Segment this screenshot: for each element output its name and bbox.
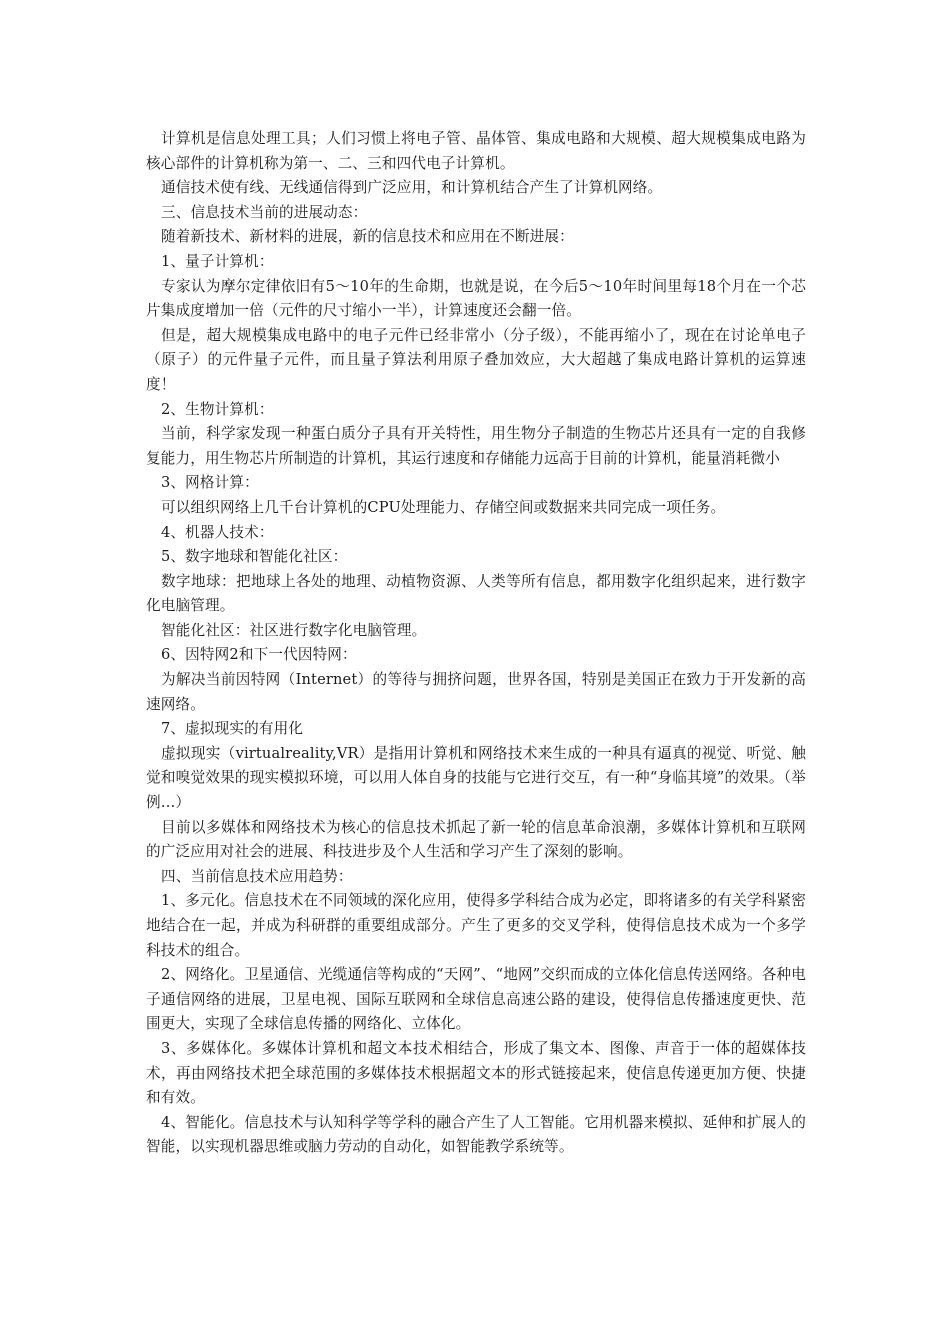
paragraph: 可以组织网络上几千台计算机的CPU处理能力、存储空间或数据来共同完成一项任务。 [161,498,726,516]
paragraph: 但是，超大规模集成电路中的电子元件已经非常小（分子级），不能再缩小了，现在在讨论单电子（原子）的元件量子元件，而且量子算法利用原子叠加效应，大大超越了集成电路计算机的运算速度！ [146,326,806,393]
paragraph: 3、多媒体化。多媒体计算机和超文本技术相结合，形成了集文本、图像、声音于一体的超媒体技术，再由网络技术把全球范围的多媒体技术根据超文本的形式链接起来，使信息传递更加方便、快捷和有效。 [146,1039,806,1107]
subsection-heading: 4、机器人技术： [161,523,274,541]
document-body [146,127,806,1160]
paragraph: 当前，科学家发现一种蛋白质分子具有开关特性，用生物分子制造的生物芯片还具有一定的自我修复能力，用生物芯片所制造的计算机，其运行速度和存储能力远高于目前的计算机，能量消耗微小 [146,425,806,467]
subsection-heading: 6、因特网2和下一代因特网： [161,646,357,664]
subsection-heading: 5、数字地球和智能化社区： [161,548,348,566]
paragraph: 为解决当前因特网（Internet）的等待与拥挤问题，世界各国，特别是美国正在致力于开发新的高速网络。 [146,671,806,713]
paragraph: 智能化社区：社区进行数字化电脑管理。 [161,621,427,639]
subsection-heading: 1、量子计算机： [161,252,274,270]
paragraph: 数字地球：把地球上各处的地理、动植物资源、人类等所有信息，都用数字化组织起来，进行数字化电脑管理。 [146,572,806,615]
paragraph: 2、网络化。卫星通信、光缆通信等构成的“天网”、“地网”交织而成的立体化信息传送网络。各种电子通信网络的进展，卫星电视、国际互联网和全球信息高速公路的建设，使得信息传播速度更快、范围更大，实现了全球信息传播的网络化、立体化。 [146,966,806,1033]
subsection-heading: 7、虚拟现实的有用化 [161,720,304,738]
paragraph: 目前以多媒体和网络技术为核心的信息技术抓起了新一轮的信息革命浪潮，多媒体计算机和互联网的广泛应用对社会的进展、科技进步及个人生活和学习产生了深刻的影响。 [146,818,806,861]
subsection-heading: 3、网格计算： [161,474,259,492]
paragraph: 专家认为摩尔定律依旧有5～10年的生命期，也就是说，在今后5～10年时间里每18个月在一个芯片集成度增加一倍（元件的尺寸缩小一半），计算速度还会翻一倍。 [146,277,806,320]
paragraph: 虚拟现实（virtualreality,VR）是指用计算机和网络技术来生成的一种具有逼真的视觉、听觉、触觉和嗅觉效果的现实模拟环境，可以用人体自身的技能与它进行交互，有一种“身临其境”的效果。（举例…） [146,744,806,812]
section-heading: 三、信息技术当前的进展动态： [161,203,368,221]
paragraph: 1、多元化。信息技术在不同领域的深化应用，使得多学科结合成为必定，即将诸多的有关学科紧密地结合在一起，并成为科研群的重要组成部分。产生了更多的交叉学科，使得信息技术成为一个多学科技术的组合。 [146,892,806,959]
subsection-heading: 2、生物计算机： [161,400,274,418]
section-heading: 四、当前信息技术应用趋势： [161,867,353,885]
paragraph: 随着新技术、新材料的进展，新的信息技术和应用在不断进展： [161,228,574,246]
paragraph: 通信技术使有线、无线通信得到广泛应用，和计算机结合产生了计算机网络。 [161,179,663,197]
paragraph: 4、智能化。信息技术与认知科学等学科的融合产生了人工智能。它用机器来模拟、延伸和扩展人的智能，以实现机器思维或脑力劳动的自动化，如智能教学系统等。 [146,1113,806,1156]
paragraph: 计算机是信息处理工具；人们习惯上将电子管、晶体管、集成电路和大规模、超大规模集成电路为核心部件的计算机称为第一、二、三和四代电子计算机。 [146,130,806,172]
